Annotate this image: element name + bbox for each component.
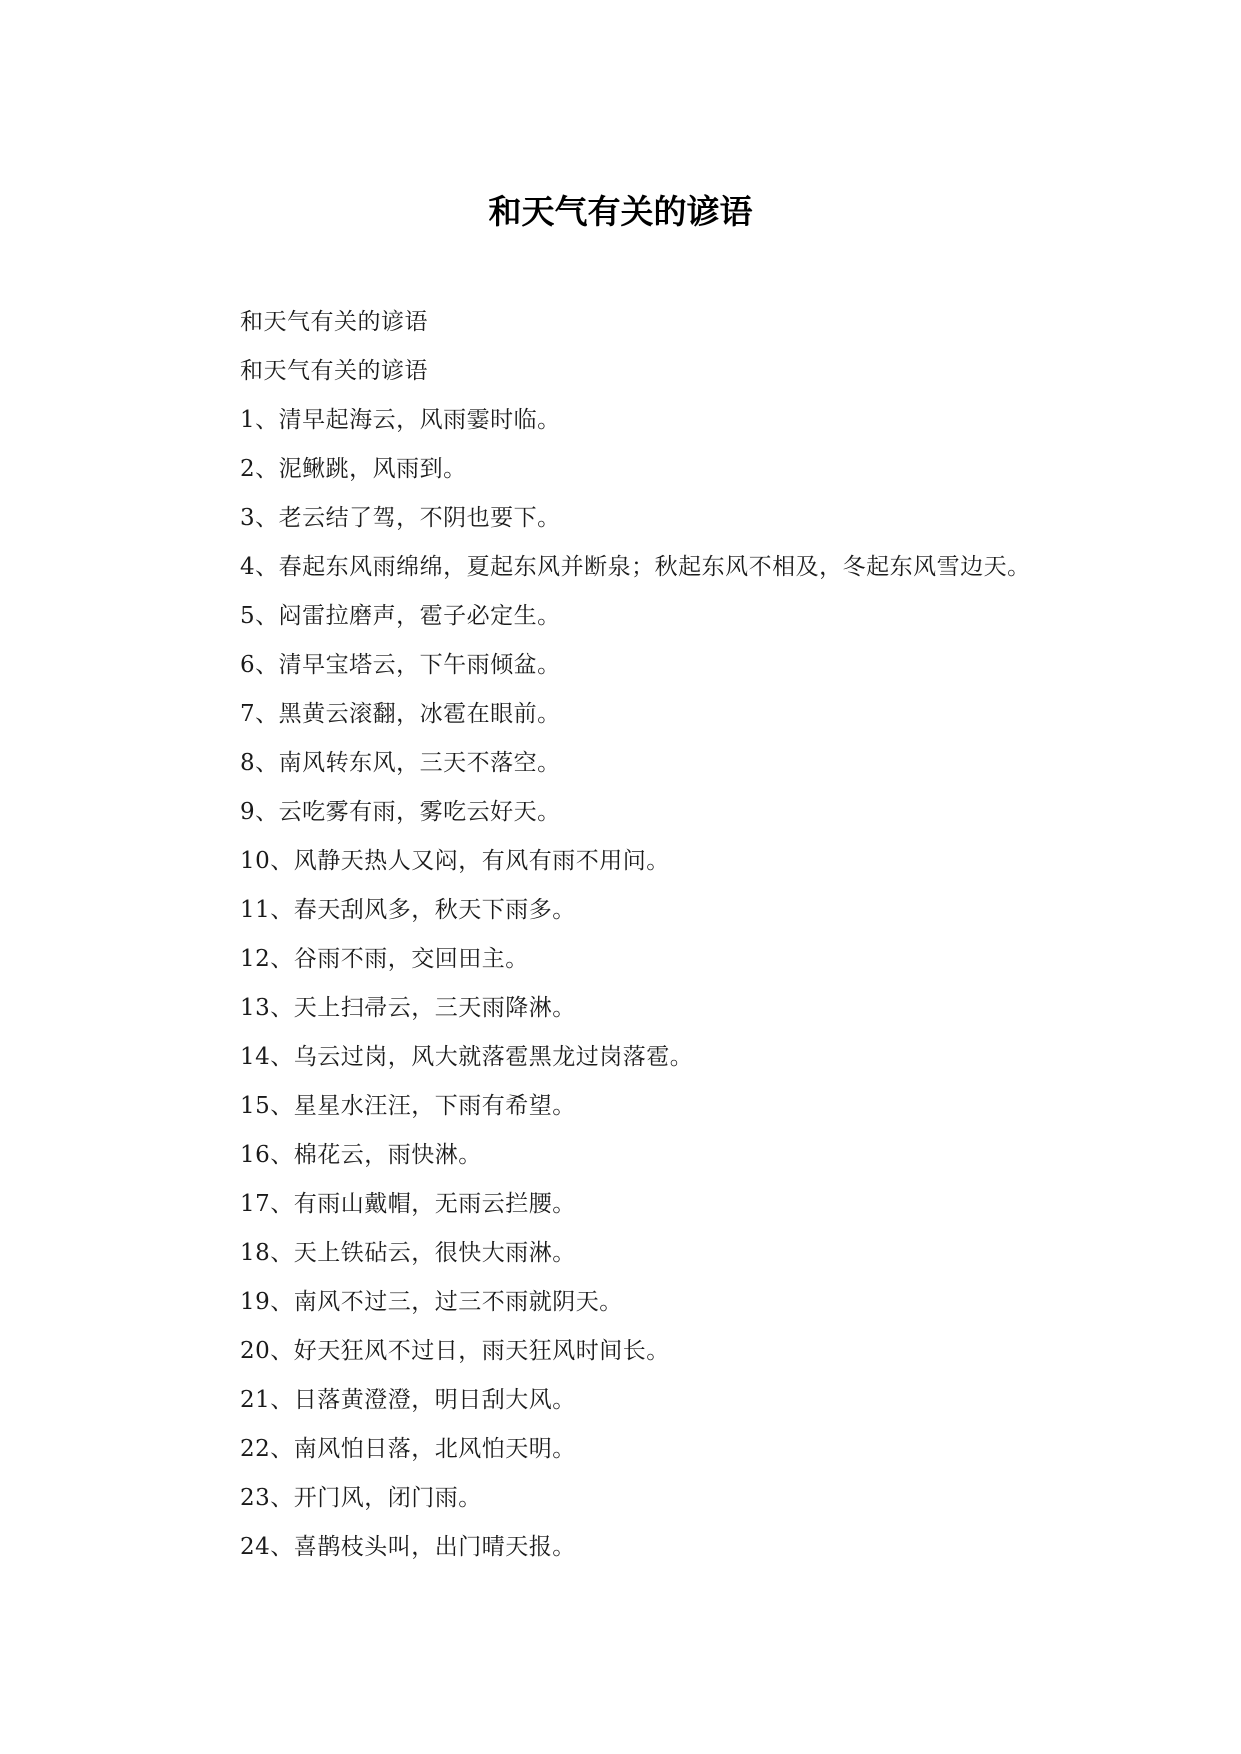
proverb-item: 13、天上扫帚云，三天雨降淋。 bbox=[240, 995, 576, 1021]
proverb-item: 21、日落黄澄澄，明日刮大风。 bbox=[240, 1387, 576, 1413]
proverb-item: 7、黑黄云滚翻，冰雹在眼前。 bbox=[240, 701, 561, 727]
proverb-item: 24、喜鹊枝头叫，出门晴天报。 bbox=[240, 1534, 576, 1560]
proverb-item: 9、云吃雾有雨，雾吃云好天。 bbox=[240, 799, 561, 825]
proverb-item: 3、老云结了驾，不阴也要下。 bbox=[240, 505, 561, 531]
proverb-item: 4、春起东风雨绵绵，夏起东风并断泉；秋起东风不相及，冬起东风雪边天。 bbox=[240, 554, 1031, 580]
document-title: 和天气有关的谚语 bbox=[488, 192, 753, 231]
proverb-item: 8、南风转东风，三天不落空。 bbox=[240, 750, 561, 776]
proverb-item: 23、开门风，闭门雨。 bbox=[240, 1485, 482, 1511]
proverb-item: 14、乌云过岗，风大就落雹黑龙过岗落雹。 bbox=[240, 1044, 694, 1070]
proverb-item: 11、春天刮风多，秋天下雨多。 bbox=[240, 897, 576, 923]
proverb-item: 18、天上铁砧云，很快大雨淋。 bbox=[240, 1240, 576, 1266]
proverb-item: 17、有雨山戴帽，无雨云拦腰。 bbox=[240, 1191, 576, 1217]
proverb-item: 5、闷雷拉磨声，雹子必定生。 bbox=[240, 603, 561, 629]
proverb-item: 15、星星水汪汪，下雨有希望。 bbox=[240, 1093, 576, 1119]
proverb-item: 6、清早宝塔云，下午雨倾盆。 bbox=[240, 652, 561, 678]
proverb-item: 20、好天狂风不过日，雨天狂风时间长。 bbox=[240, 1338, 670, 1364]
paragraph: 和天气有关的谚语 bbox=[240, 358, 428, 384]
document-body bbox=[187, 298, 1035, 1572]
proverb-item: 10、风静天热人又闷，有风有雨不用问。 bbox=[240, 848, 670, 874]
proverb-item: 12、谷雨不雨，交回田主。 bbox=[240, 946, 529, 972]
paragraph: 和天气有关的谚语 bbox=[240, 309, 428, 335]
proverb-item: 19、南风不过三，过三不雨就阴天。 bbox=[240, 1289, 623, 1315]
proverb-item: 1、清早起海云，风雨霎时临。 bbox=[240, 407, 561, 433]
proverb-item: 2、泥鳅跳，风雨到。 bbox=[240, 456, 467, 482]
proverb-item: 22、南风怕日落，北风怕天明。 bbox=[240, 1436, 576, 1462]
proverb-item: 16、棉花云，雨快淋。 bbox=[240, 1142, 482, 1168]
